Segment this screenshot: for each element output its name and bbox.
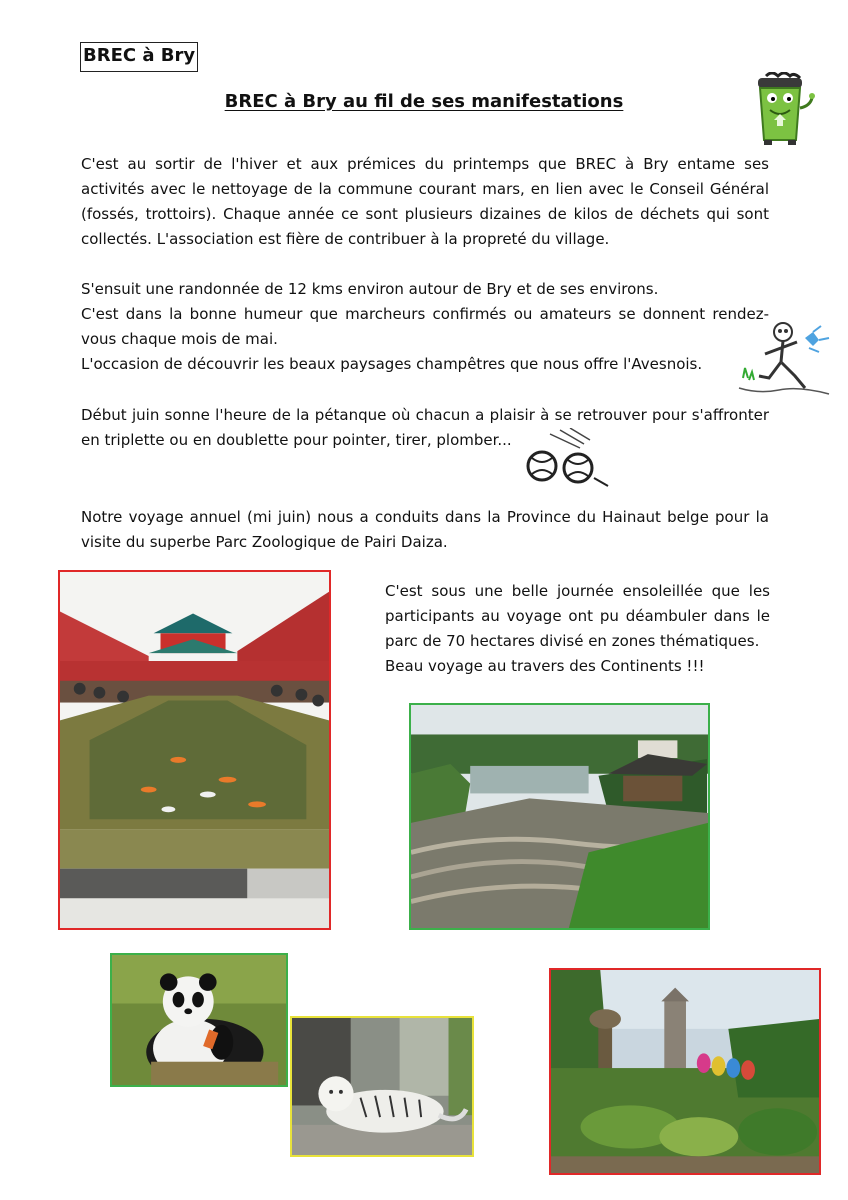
photo-lake-terraces — [409, 703, 710, 930]
recycling-bin-icon — [752, 72, 820, 148]
page-title-text: BREC à Bry au fil de ses manifestations — [224, 91, 624, 112]
paragraph-petanque — [81, 403, 769, 453]
boxed-title: BREC à Bry — [80, 42, 198, 72]
photo-pagoda-pond — [58, 570, 331, 930]
hike-line-3: L'occasion de découvrir les beaux paysages champêtres que nous offre l'Avesnois. — [81, 355, 703, 373]
hike-line-1: S'ensuit une randonnée de 12 kms environ autour de Bry et de ses environs. — [81, 280, 659, 298]
photo-tower-garden — [549, 968, 821, 1175]
paragraph-petanque-text: Début juin sonne l'heure de la pétanque où chacun a plaisir à se retrouver pour s'affronter en triplette ou en doublette pour pointer, tirer, plomber... — [81, 406, 769, 449]
page-title — [0, 91, 848, 112]
paragraph-cleanup — [81, 152, 769, 252]
paragraph-trip-text: Notre voyage annuel (mi juin) nous a conduits dans la Province du Hainaut belge pour la visite du superbe Parc Zoologique de Pairi Daiza. — [81, 508, 769, 551]
runner-icon — [735, 318, 833, 398]
side-text-block — [385, 579, 770, 679]
petanque-balls-icon — [520, 428, 612, 490]
paragraph-cleanup-text: C'est au sortir de l'hiver et aux prémices du printemps que BREC à Bry entame ses activités avec le nettoyage de la commune courant mars, en lien avec le Conseil Général (fossés, trottoirs). Chaque année ce sont plusieurs dizaines de kilos de déchets qui sont collectés. L'association est fière de contribuer à la propreté du village. — [81, 155, 769, 248]
photo-white-tiger — [290, 1016, 474, 1157]
paragraph-trip — [81, 505, 769, 555]
hike-line-2: C'est dans la bonne humeur que marcheurs confirmés ou amateurs se donnent rendez-vous chaque mois de mai. — [81, 305, 769, 348]
side-text-line-2: Beau voyage au travers des Continents !!! — [385, 657, 705, 675]
paragraph-hike — [81, 277, 769, 377]
photo-panda — [110, 953, 288, 1087]
side-text-line-1: C'est sous une belle journée ensoleillée que les participants au voyage ont pu déambuler dans le parc de 70 hectares divisé en zones thématiques. — [385, 582, 770, 650]
